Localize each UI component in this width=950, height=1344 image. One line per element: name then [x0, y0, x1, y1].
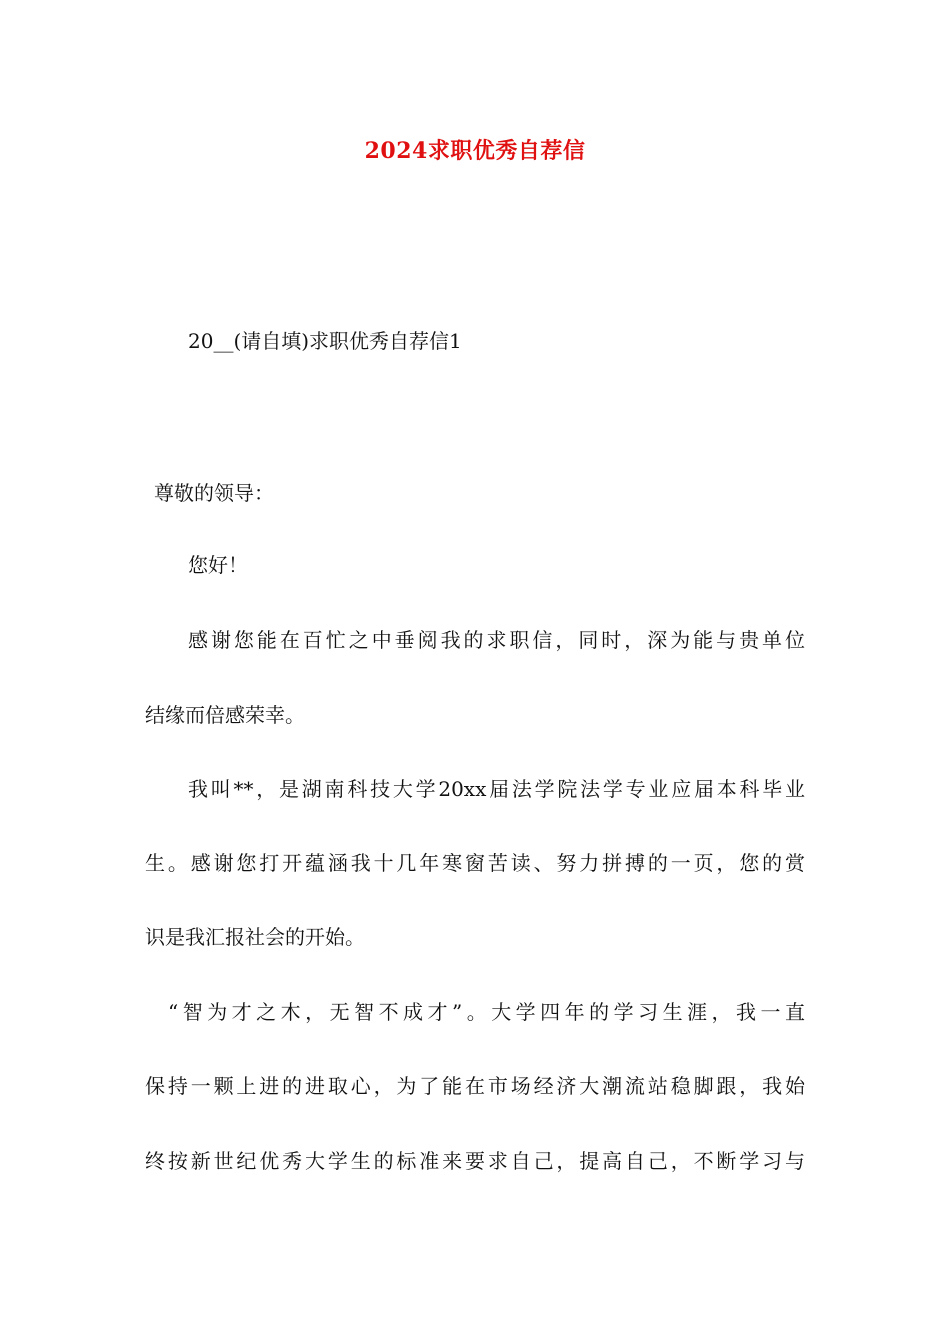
- paragraph-2-line-1: 我叫**，是湖南科技大学20xx届法学院法学专业应届本科毕业: [188, 777, 805, 801]
- paragraph-3-line-2: 保持一颗上进的进取心，为了能在市场经济大潮流站稳脚跟，我始: [145, 1074, 805, 1098]
- paragraph-3-line-1: “智为才之木，无智不成才”。大学四年的学习生涯，我一直: [168, 1000, 805, 1024]
- paragraph-1-line-1: 感谢您能在百忙之中垂阅我的求职信，同时，深为能与贵单位: [188, 628, 805, 652]
- section-heading: 20__(请自填)求职优秀自荐信1: [188, 329, 462, 353]
- salutation: 尊敬的领导：: [154, 481, 274, 505]
- paragraph-3-line-3: 终按新世纪优秀大学生的标准来要求自己，提高自己，不断学习与: [145, 1149, 805, 1173]
- greeting: 您好！: [188, 553, 248, 577]
- document-title: 2024求职优秀自荐信: [364, 138, 586, 164]
- paragraph-1-line-2: 结缘而倍感荣幸。: [145, 703, 305, 727]
- paragraph-2-line-3: 识是我汇报社会的开始。: [145, 925, 365, 949]
- paragraph-2-line-2: 生。感谢您打开蕴涵我十几年寒窗苦读、努力拼搏的一页，您的赏: [145, 851, 805, 875]
